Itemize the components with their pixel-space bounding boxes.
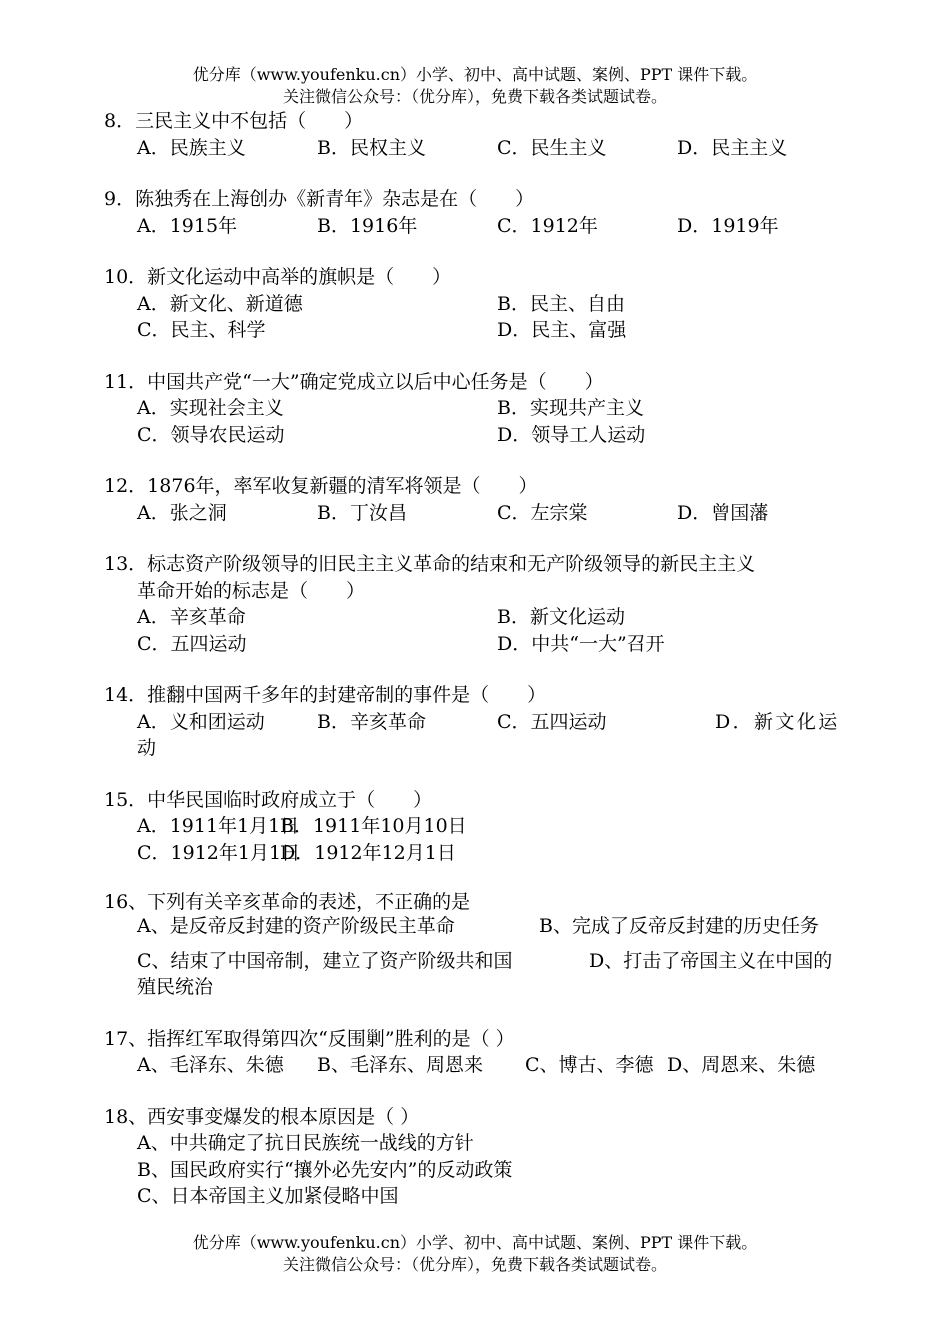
option-d: D．曾国藩 bbox=[677, 501, 769, 524]
question-13 bbox=[104, 551, 850, 657]
option-b: B．1911年10月10日 bbox=[280, 815, 467, 837]
option-d: D．1912年12月1日 bbox=[280, 841, 456, 864]
option-c: C、结束了中国帝制，建立了资产阶级共和国 bbox=[137, 949, 513, 972]
options-row bbox=[104, 604, 850, 631]
option-c: C．五四运动 bbox=[137, 632, 247, 655]
option-a: A、毛泽东、朱德 bbox=[137, 1054, 284, 1076]
options-row bbox=[104, 395, 850, 422]
question-11 bbox=[104, 369, 850, 449]
option-a: A．张之洞 bbox=[137, 501, 227, 524]
options-row bbox=[104, 213, 850, 240]
option-b: B．民主、自由 bbox=[497, 292, 625, 315]
option-b: B．1916年 bbox=[317, 214, 418, 237]
option-b: B．丁汝昌 bbox=[317, 501, 407, 524]
option-d: D．新文化运动 bbox=[137, 710, 840, 759]
option-a: A．义和团运动 bbox=[137, 710, 265, 733]
option-b: B．新文化运动 bbox=[497, 606, 625, 628]
option-c: C、日本帝国主义加紧侵略中国 bbox=[137, 1185, 399, 1207]
question-9 bbox=[104, 186, 850, 239]
options-row bbox=[104, 631, 850, 658]
question-stem: 10．新文化运动中高举的旗帜是（ ） bbox=[104, 266, 452, 288]
options-row bbox=[104, 813, 850, 840]
options-row bbox=[104, 840, 850, 867]
page-footer bbox=[0, 1232, 950, 1276]
question-stem: 12．1876年，率军收复新疆的清军将领是（ ） bbox=[104, 475, 538, 497]
question-14 bbox=[104, 682, 850, 762]
options-row bbox=[104, 422, 850, 449]
question-stem: 8．三民主义中不包括（ ） bbox=[104, 110, 364, 132]
footer-line-1: 优分库（www.youfenku.cn）小学、初中、高中试题、案例、PPT 课件下载。 bbox=[192, 1233, 758, 1252]
question-stem: 9．陈独秀在上海创办《新青年》杂志是在（ ） bbox=[104, 188, 535, 210]
page-header bbox=[0, 64, 950, 108]
options-row bbox=[104, 948, 850, 1001]
question-16 bbox=[104, 891, 850, 1001]
option-d: D、打击了帝国主义在中国的殖民统治 bbox=[137, 949, 833, 998]
options-row bbox=[104, 913, 850, 940]
option-a: A．1915年 bbox=[137, 214, 238, 237]
options-row bbox=[104, 135, 850, 162]
question-list bbox=[104, 108, 850, 1210]
option-a: A．民族主义 bbox=[137, 136, 246, 159]
option-a: A．实现社会主义 bbox=[137, 397, 284, 419]
option-b: B、完成了反帝反封建的历史任务 bbox=[539, 915, 819, 937]
option-c: C．左宗棠 bbox=[497, 501, 588, 524]
question-stem: 18、西安事变爆发的根本原因是（ ） bbox=[104, 1105, 420, 1128]
header-line-2: 关注微信公众号：（优分库），免费下载各类试题试卷。 bbox=[282, 87, 667, 106]
option-c: C．民生主义 bbox=[497, 136, 607, 159]
options-row bbox=[104, 291, 850, 318]
options-row bbox=[104, 709, 850, 762]
footer-line-2: 关注微信公众号：（优分库），免费下载各类试题试卷。 bbox=[282, 1255, 667, 1274]
question-stem: 17、指挥红军取得第四次“反围剿”胜利的是（ ） bbox=[104, 1027, 515, 1050]
question-stem: 16、下列有关辛亥革命的表述，不正确的是 bbox=[104, 891, 471, 913]
option-b: B、毛泽东、周恩来 bbox=[317, 1054, 483, 1076]
options-row bbox=[104, 317, 850, 344]
option-a: A．1911年1月1日 bbox=[137, 815, 300, 837]
question-12 bbox=[104, 473, 850, 526]
option-b: B、国民政府实行“攘外必先安内”的反动政策 bbox=[137, 1158, 513, 1181]
option-b: B．辛亥革命 bbox=[317, 710, 426, 733]
question-15 bbox=[104, 787, 850, 867]
option-d: D．民主、富强 bbox=[497, 319, 627, 341]
option-a: A、是反帝反封建的资产阶级民主革命 bbox=[137, 915, 455, 937]
option-b: B．实现共产主义 bbox=[497, 397, 644, 419]
option-a: A、中共确定了抗日民族统一战线的方针 bbox=[137, 1132, 474, 1154]
question-stem: 11．中国共产党“一大”确定党成立以后中心任务是（ ） bbox=[104, 370, 604, 393]
option-d: D．中共“一大”召开 bbox=[497, 632, 665, 655]
question-10 bbox=[104, 264, 850, 344]
option-d: D．领导工人运动 bbox=[497, 423, 646, 446]
option-c: C．1912年1月1日 bbox=[137, 841, 301, 864]
option-b: B．民权主义 bbox=[317, 136, 426, 159]
options-row bbox=[104, 500, 850, 527]
option-c: C．民主、科学 bbox=[137, 319, 266, 341]
question-stem-continued: 革命开始的标志是（ ） bbox=[137, 579, 366, 602]
option-a: A．辛亥革命 bbox=[137, 606, 246, 628]
option-d: D、周恩来、朱德 bbox=[667, 1054, 816, 1076]
option-c: C、博古、李德 bbox=[525, 1054, 654, 1076]
question-stem: 15．中华民国临时政府成立于（ ） bbox=[104, 788, 433, 811]
header-line-1: 优分库（www.youfenku.cn）小学、初中、高中试题、案例、PPT 课件下载。 bbox=[192, 65, 758, 84]
option-d: D．民主主义 bbox=[677, 136, 788, 159]
option-c: C．领导农民运动 bbox=[137, 423, 285, 446]
option-c: C．1912年 bbox=[497, 214, 598, 237]
option-a: A．新文化、新道德 bbox=[137, 292, 303, 315]
question-18 bbox=[104, 1104, 850, 1210]
question-stem: 13．标志资产阶级领导的旧民主主义革命的结束和无产阶级领导的新民主主义 bbox=[104, 553, 756, 575]
question-8 bbox=[104, 108, 850, 161]
option-d: D．1919年 bbox=[677, 214, 779, 237]
options-row bbox=[104, 1052, 850, 1079]
question-stem: 14．推翻中国两千多年的封建帝制的事件是（ ） bbox=[104, 684, 547, 706]
option-c: C．五四运动 bbox=[497, 710, 607, 733]
question-17 bbox=[104, 1026, 850, 1079]
